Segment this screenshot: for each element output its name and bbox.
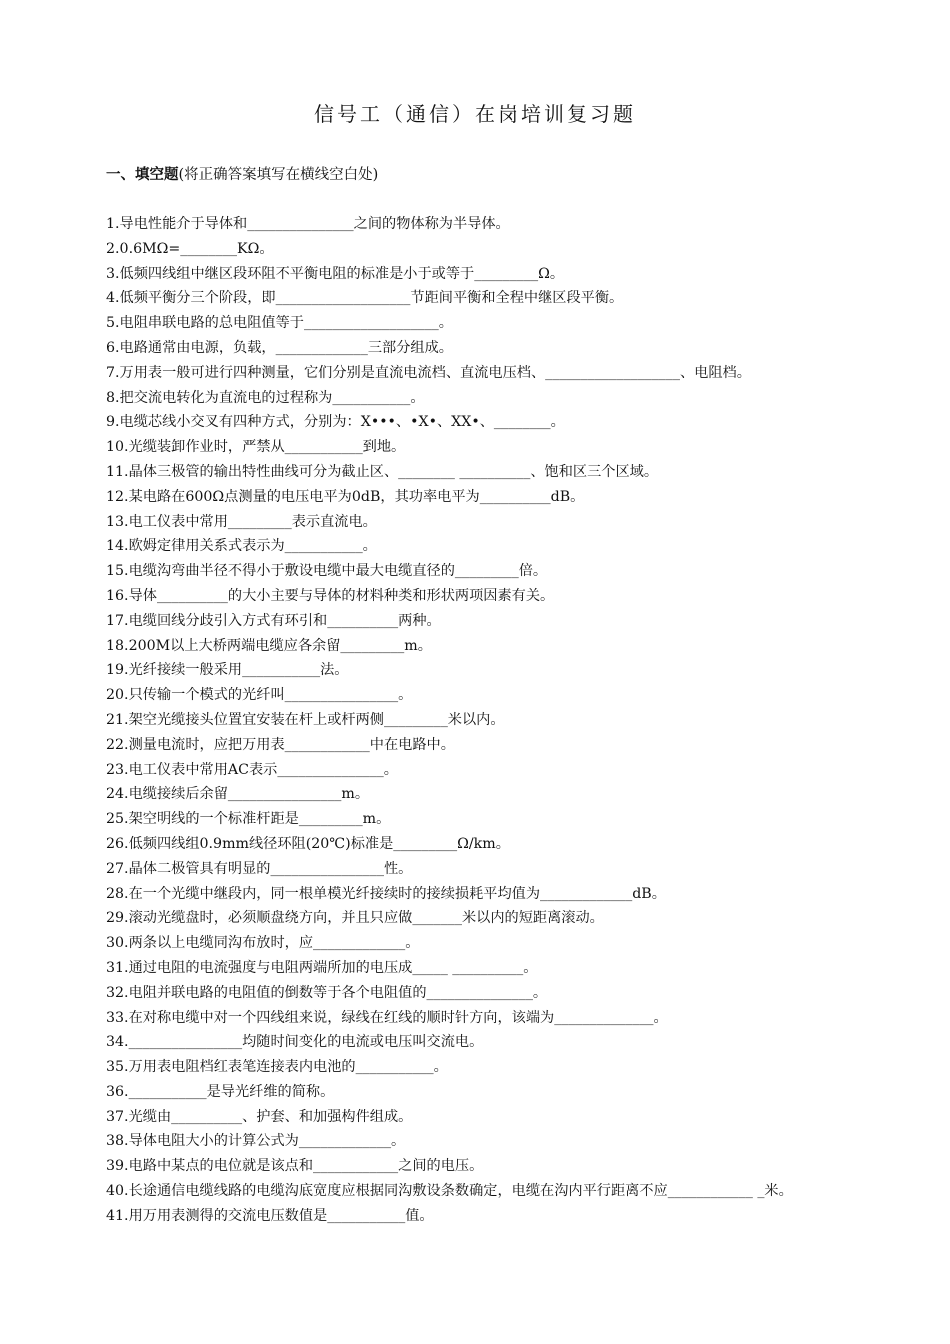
question-item: 16.导体__________的大小主要与导体的材料种类和形状两项因素有关。	[106, 587, 555, 604]
question-item: 35.万用表电阻档红表笔连接表内电池的___________。	[106, 1059, 448, 1076]
question-item: 37.光缆由__________、护套、和加强构件组成。	[106, 1108, 413, 1125]
section-title: 一、填空题	[106, 167, 179, 183]
question-item: 30.两条以上电缆同沟布放时，应_____________。	[106, 935, 420, 952]
question-item: 34.________________均随时间变化的电流或电压叫交流电。	[106, 1034, 484, 1051]
question-item: 10.光缆装卸作业时，严禁从___________到地。	[106, 439, 406, 456]
question-item: 4.低频平衡分三个阶段，即___________________节距间平衡和全程中继区段平衡。	[106, 290, 624, 307]
question-item: 31.通过电阻的电流强度与电阻两端所加的电压成_____ __________。	[106, 959, 538, 976]
question-item: 9.电缆芯线小交叉有四种方式，分别为：X•••、•X•、XX•、________。	[106, 414, 565, 431]
question-item: 36.___________是导光纤维的简称。	[106, 1083, 335, 1100]
question-item: 8.把交流电转化为直流电的过程称为___________。	[106, 389, 425, 406]
section-instruction: (将正确答案填写在横线空白处)	[178, 167, 379, 183]
question-item: 33.在对称电缆中对一个四线组来说，绿线在红线的顺时针方向，该端为______________。	[106, 1009, 668, 1026]
question-item: 40.长途通信电缆线路的电缆沟底宽度应根据同沟敷设条数确定，电缆在沟内平行距离不应____________ _米。	[106, 1183, 793, 1200]
document-title: 信号工（通信）在岗培训复习题	[314, 102, 636, 126]
question-list	[0, 212, 950, 1229]
question-item: 24.电缆接续后余留________________m。	[106, 786, 370, 803]
question-item: 12.某电路在600Ω点测量的电压电平为0dB，其功率电平为__________dB。	[106, 488, 585, 505]
question-item: 14.欧姆定律用关系式表示为___________。	[106, 538, 377, 555]
question-item: 41.用万用表测得的交流电压数值是___________值。	[106, 1207, 434, 1224]
question-item: 11.晶体三极管的输出特性曲线可分为截止区、________ __________、饱和区三个区域。	[106, 463, 659, 480]
question-item: 7.万用表一般可进行四种测量，它们分别是直流电流档、直流电压档、___________________、电阻档。	[106, 364, 751, 381]
question-item: 32.电阻并联电路的电阻值的倒数等于各个电阻值的_______________。	[106, 984, 548, 1001]
question-item: 25.架空明线的一个标准杆距是_________m。	[106, 811, 391, 828]
question-item: 15.电缆沟弯曲半径不得小于敷设电缆中最大电缆直径的_________倍。	[106, 563, 548, 580]
question-item: 39.电路中某点的电位就是该点和____________之间的电压。	[106, 1158, 484, 1175]
question-item: 2.0.6MΩ=________KΩ。	[106, 240, 274, 257]
question-item: 6.电路通常由电源，负载，_____________三部分组成。	[106, 339, 453, 356]
question-item: 3.低频四线组中继区段环阻不平衡电阻的标准是小于或等于_________Ω。	[106, 265, 565, 282]
question-item: 28.在一个光缆中继段内，同一根单模光纤接续时的接续损耗平均值为_____________dB。	[106, 885, 666, 902]
question-item: 22.测量电流时，应把万用表____________中在电路中。	[106, 736, 455, 753]
question-item: 23.电工仪表中常用AC表示_______________。	[106, 761, 398, 778]
question-item: 29.滚动光缆盘时，必须顺盘绕方向，并且只应做_______米以内的短距离滚动。	[106, 910, 604, 927]
question-item: 20.只传输一个模式的光纤叫________________。	[106, 687, 413, 704]
question-item: 17.电缆回线分歧引入方式有环引和__________两种。	[106, 612, 441, 629]
question-item: 1.导电性能介于导体和_______________之间的物体称为半导体。	[106, 216, 510, 232]
question-item: 27.晶体二极管具有明显的________________性。	[106, 860, 413, 877]
section-heading	[106, 163, 378, 184]
question-item: 19.光纤接续一般采用___________法。	[106, 662, 349, 679]
question-item: 18.200M以上大桥两端电缆应各余留_________m。	[106, 637, 432, 654]
question-item: 26.低频四线组0.9mm线径环阻(20℃)标准是_________Ω/km。	[106, 835, 510, 852]
question-item: 5.电阻串联电路的总电阻值等于___________________。	[106, 315, 453, 332]
question-item: 13.电工仪表中常用_________表示直流电。	[106, 513, 377, 530]
question-item: 21.架空光缆接头位置宜安装在杆上或杆两侧_________米以内。	[106, 711, 505, 728]
question-item: 38.导体电阻大小的计算公式为_____________。	[106, 1133, 406, 1150]
